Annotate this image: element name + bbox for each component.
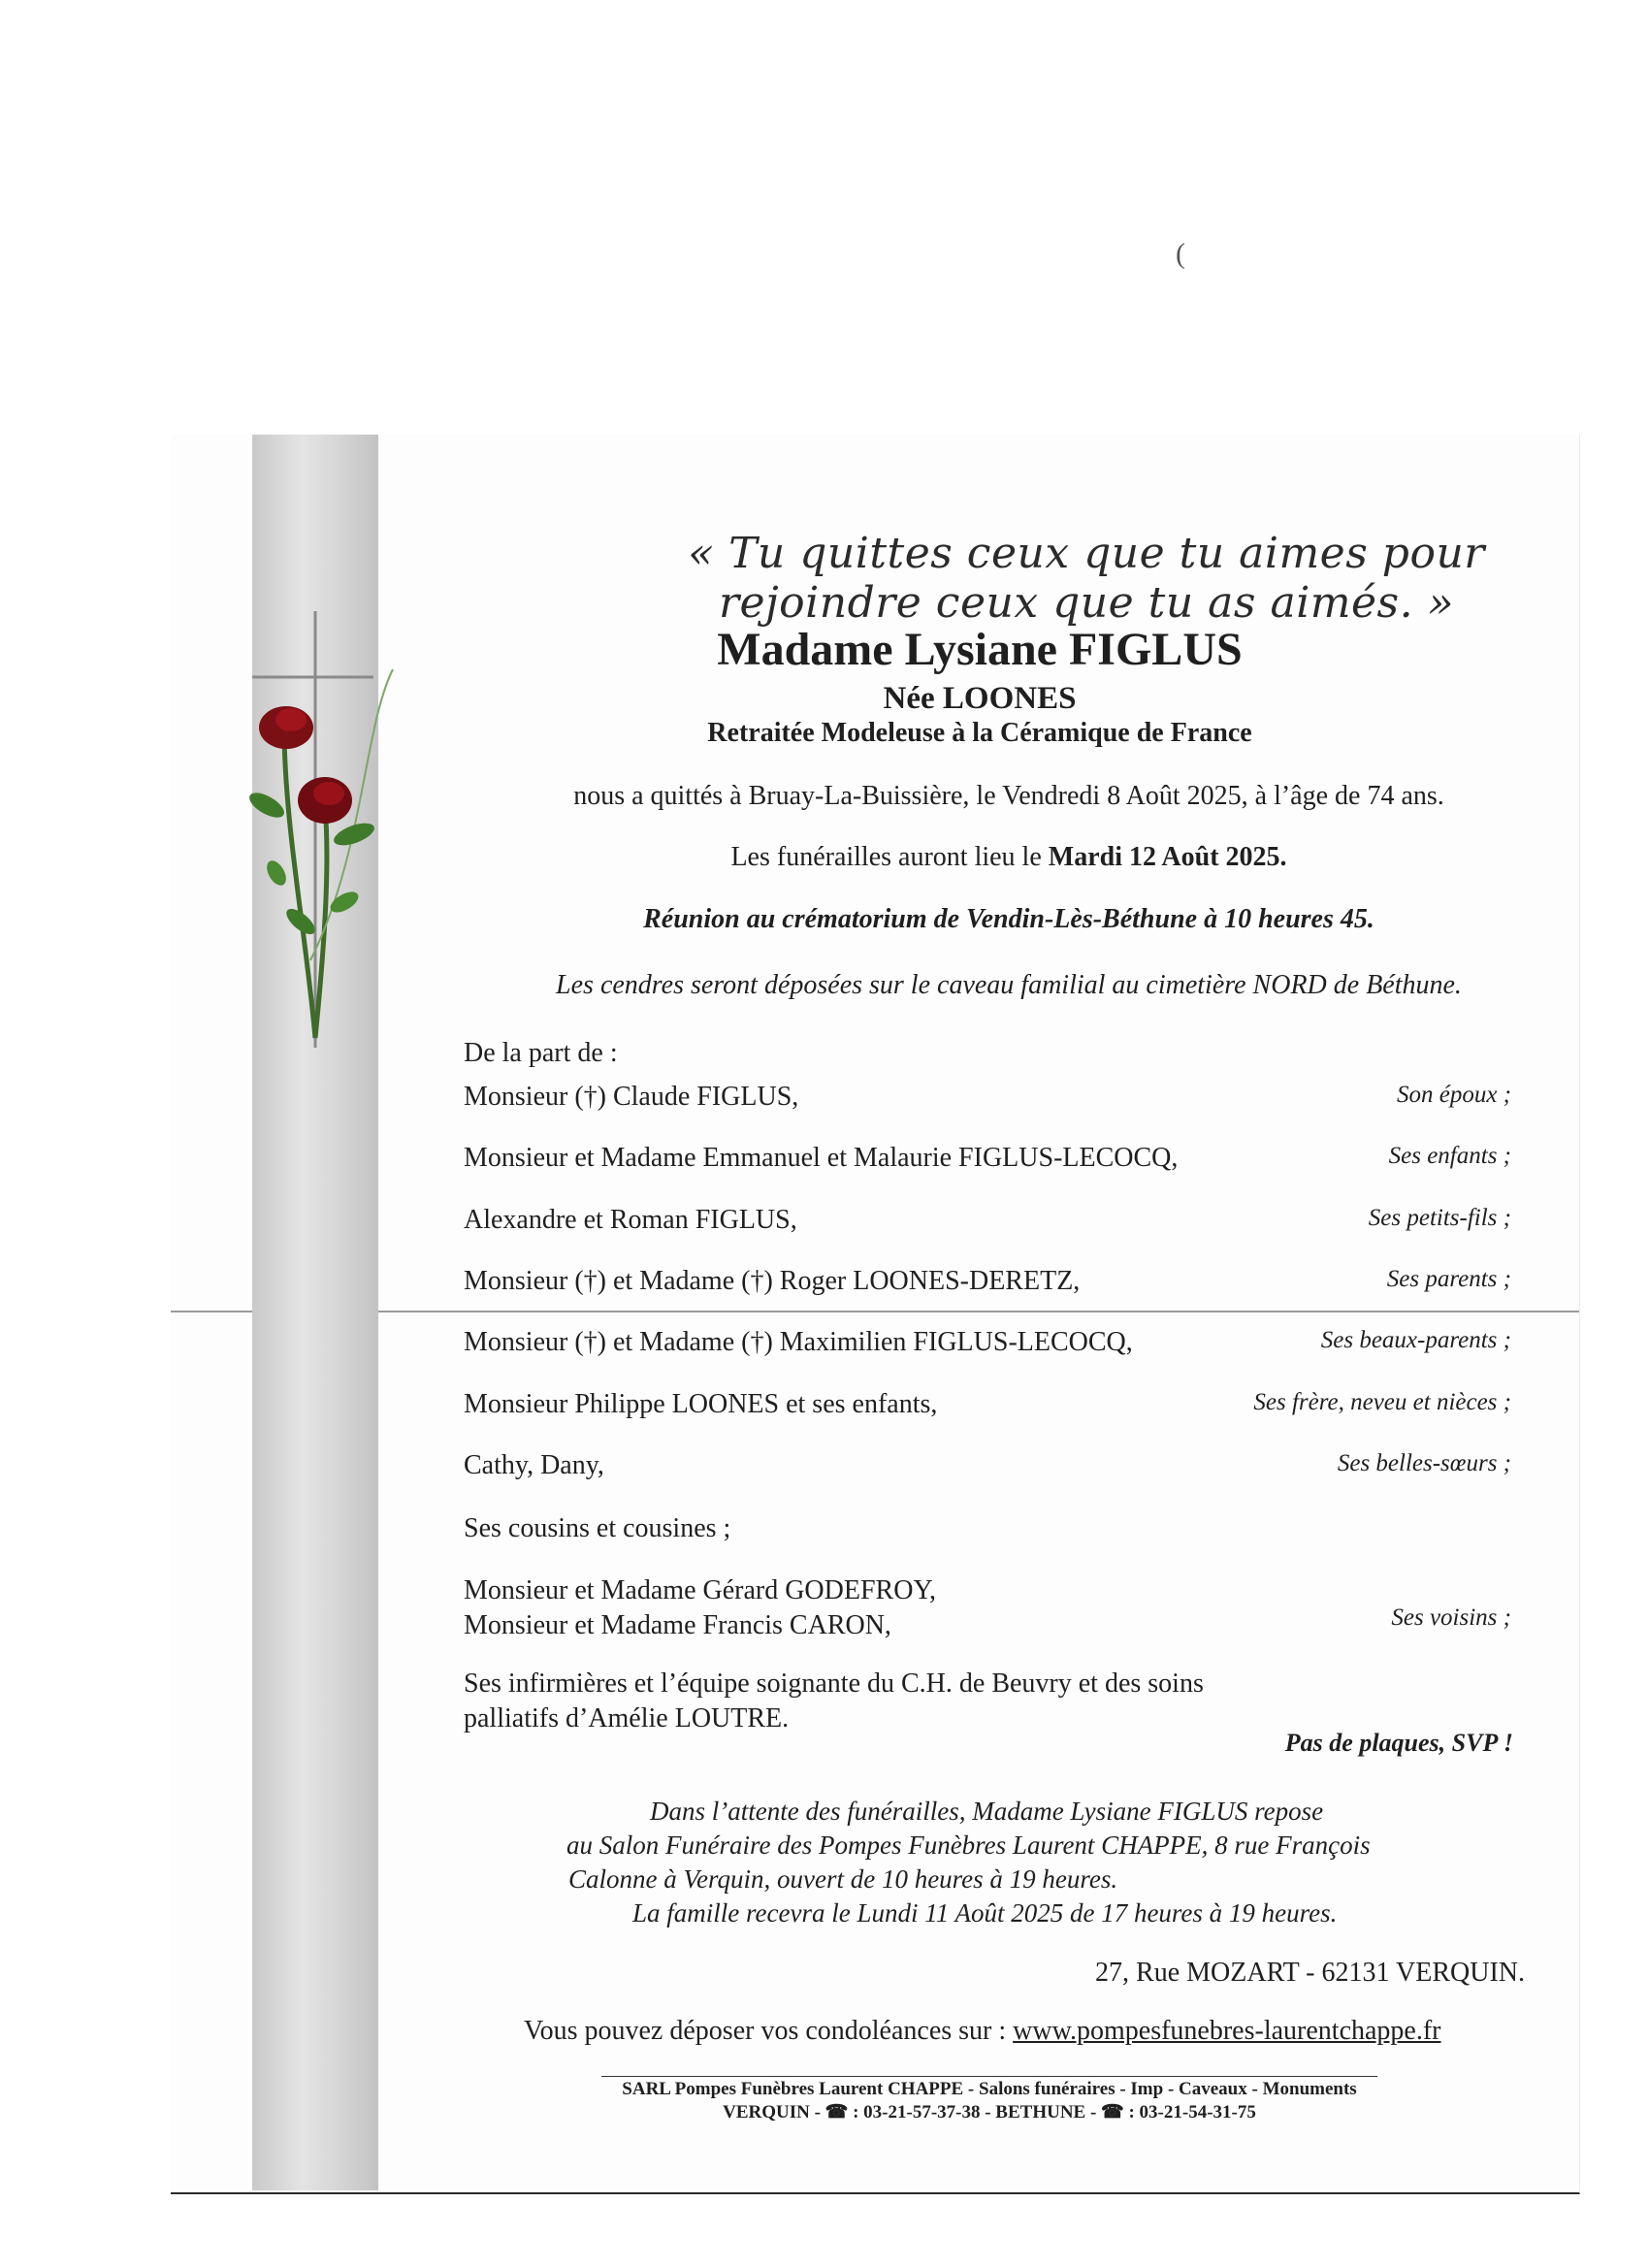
announcement: nous a quittés à Bruay-La-Buissière, le Vendredi 8 Août 2025, à l’âge de 74 ans. bbox=[573, 781, 1444, 811]
neighbours-relation-row bbox=[464, 1604, 1521, 1643]
ashes: Les cendres seront déposées sur le caveau familial au cimetière NORD de Béthune. bbox=[556, 970, 1462, 1000]
fold-line bbox=[171, 1311, 1579, 1312]
cousins: Ses cousins et cousines ; bbox=[464, 1513, 731, 1543]
family-name: Monsieur (†) Claude FIGLUS, bbox=[464, 1082, 799, 1112]
family-name: Monsieur Philippe LOONES et ses enfants, bbox=[464, 1389, 938, 1419]
occupation: Retraitée Modeleuse à la Céramique de France bbox=[707, 718, 1252, 748]
family-name: Cathy, Dany, bbox=[464, 1450, 604, 1480]
family-name: Monsieur et Madame Emmanuel et Malaurie FIGLUS-LECOCQ, bbox=[464, 1143, 1179, 1173]
nurses-line: Ses infirmières et l’équipe soignante du C.H. de Beuvry et des soins bbox=[464, 1669, 1204, 1699]
family-relation: Ses frère, neveu et nièces ; bbox=[1253, 1389, 1511, 1415]
from-label: De la part de : bbox=[464, 1038, 618, 1068]
family-relation: Son époux ; bbox=[1396, 1082, 1511, 1108]
waiting-notice bbox=[543, 1795, 1416, 1930]
family-row bbox=[464, 1266, 1521, 1305]
neighbour-line: Monsieur et Madame Gérard GODEFROY, bbox=[464, 1575, 937, 1605]
family-relation: Ses belles-sœurs ; bbox=[1337, 1450, 1511, 1476]
family-row bbox=[464, 1143, 1521, 1182]
footer-phones: VERQUIN - ☎ : 03-21-57-37-38 - BETHUNE - ☎ : 03-21-54-31-75 bbox=[723, 2102, 1256, 2122]
condolences-prefix: Vous pouvez déposer vos condoléances sur : bbox=[524, 2016, 1007, 2046]
funeral-date: Mardi 12 Août 2025. bbox=[1048, 842, 1287, 872]
family-row bbox=[464, 1450, 1521, 1489]
deceased-name: Madame Lysiane FIGLUS bbox=[717, 624, 1243, 675]
family-relation: Ses beaux-parents ; bbox=[1320, 1327, 1511, 1353]
funeral-prefix: Les funérailles auront lieu le bbox=[730, 842, 1042, 872]
family-relation: Ses parents ; bbox=[1386, 1266, 1511, 1292]
neighbour-line: Monsieur et Madame Francis CARON, bbox=[464, 1610, 891, 1640]
waiting-line: au Salon Funéraire des Pompes Funèbres Laurent CHAPPE, 8 rue François bbox=[566, 1831, 1371, 1860]
family-relation: Ses petits-fils ; bbox=[1368, 1205, 1511, 1231]
neighbours-relation: Ses voisins ; bbox=[1391, 1604, 1511, 1631]
family-row bbox=[464, 1205, 1521, 1244]
family-name: Monsieur (†) et Madame (†) Roger LOONES-DERETZ, bbox=[464, 1266, 1081, 1296]
quote: « Tu quittes ceux que tu aimes pour rejoindre ceux que tu as aimés. » bbox=[688, 529, 1485, 628]
family-row bbox=[464, 1327, 1521, 1366]
family-name: Alexandre et Roman FIGLUS, bbox=[464, 1205, 797, 1235]
funeral-line bbox=[485, 842, 1533, 873]
maiden-name: Née LOONES bbox=[883, 681, 1077, 716]
footer-divider bbox=[601, 2076, 1377, 2077]
condolences-line bbox=[524, 2016, 1441, 2047]
family-name: Monsieur (†) et Madame (†) Maximilien FIGLUS-LECOCQ, bbox=[464, 1327, 1133, 1357]
condolences-link[interactable]: www.pompesfunebres-laurentchappe.fr bbox=[1013, 2016, 1441, 2046]
footer-company: SARL Pompes Funèbres Laurent CHAPPE - Salons funéraires - Imp - Caveaux - Monuments bbox=[622, 2079, 1357, 2099]
scan-mark: ( bbox=[1176, 238, 1185, 270]
reunion: Réunion au crématorium de Vendin-Lès-Béthune à 10 heures 45. bbox=[643, 904, 1374, 934]
waiting-line: Calonne à Verquin, ouvert de 10 heures à 19 heures. bbox=[568, 1864, 1118, 1894]
waiting-line: La famille recevra le Lundi 11 Août 2025 de 17 heures à 19 heures. bbox=[632, 1898, 1338, 1928]
waiting-line: Dans l’attente des funérailles, Madame Lysiane FIGLUS repose bbox=[650, 1797, 1324, 1826]
nurses-line: palliatifs d’Amélie LOUTRE. bbox=[464, 1703, 790, 1733]
rose-cross-icon bbox=[247, 611, 441, 1057]
no-plaques-note: Pas de plaques, SVP ! bbox=[1284, 1729, 1513, 1757]
family-row bbox=[464, 1389, 1521, 1428]
nurses bbox=[464, 1667, 1204, 1736]
family-row bbox=[464, 1082, 1521, 1120]
address: 27, Rue MOZART - 62131 VERQUIN. bbox=[1095, 1958, 1525, 1988]
family-relation: Ses enfants ; bbox=[1388, 1143, 1511, 1169]
footer bbox=[543, 2078, 1436, 2124]
